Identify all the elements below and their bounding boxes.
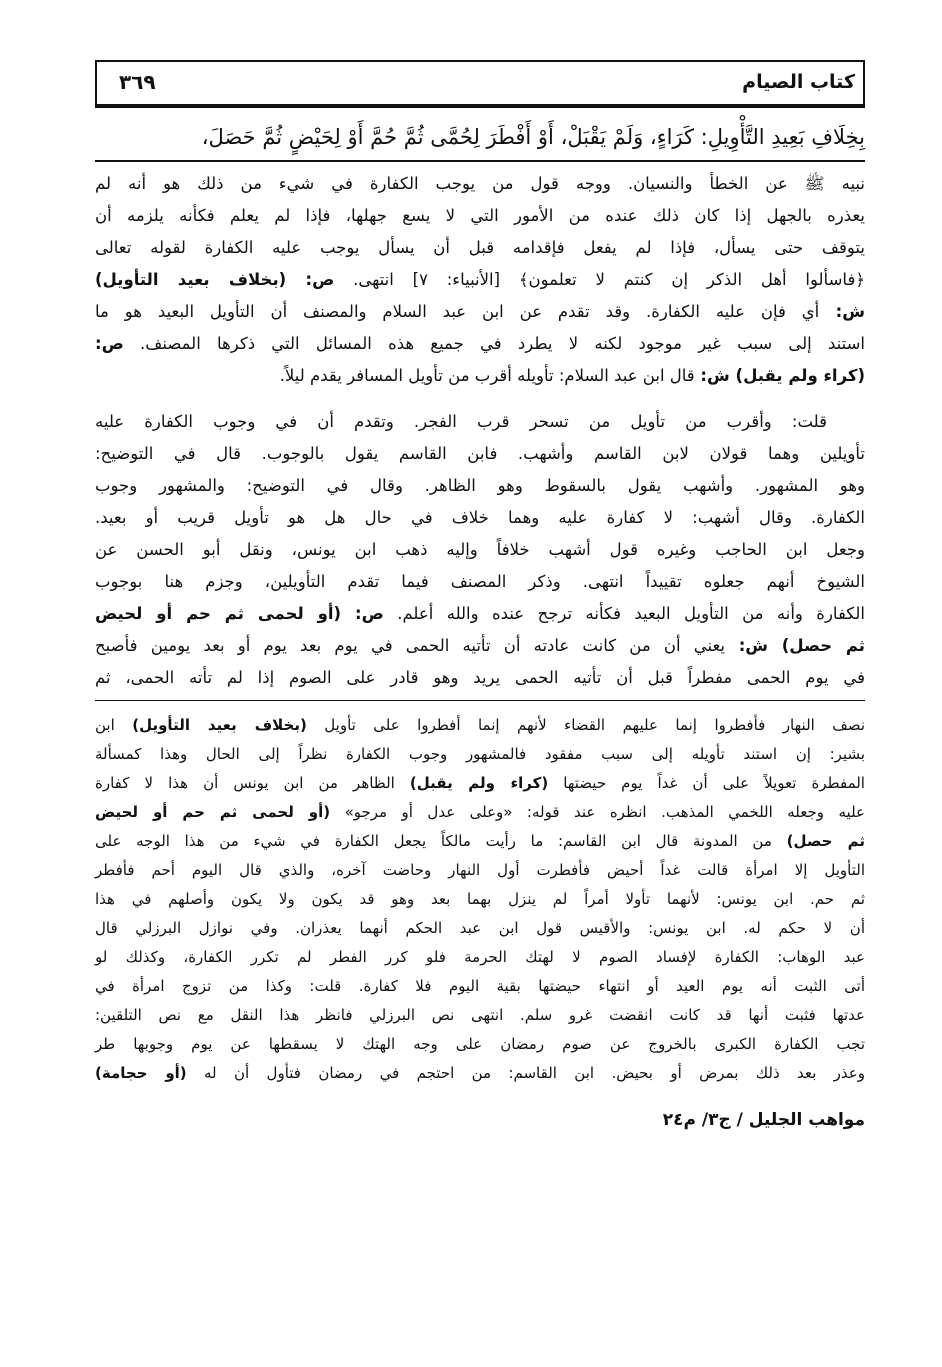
text-segment: يعني أن من كانت عادته أن تأتيه الحمى في يوم بعد يوم أو بعد يومين فأصبح [95, 636, 726, 655]
text-line [95, 798, 865, 827]
text-segment: عليه وجعله اللخمي المذهب. انظره عند قوله: «وعلى عدل أو مرجو» [330, 803, 865, 821]
text-segment: الكفارة. وقال أشهب: لا كفارة عليه وهما خلاف في حال هل هو تأويل قريب أو بعيد. [95, 508, 865, 527]
text-line [95, 914, 865, 943]
chapter-title: كتاب الصيام [742, 71, 855, 93]
text-line [95, 1001, 865, 1030]
text-segment: تجب الكفارة الكبرى بالخروج عن صوم رمضان على وجه الهتك لا يسقطها عن يوم وجوبها طر [95, 1035, 865, 1053]
text-line [95, 662, 865, 694]
bold-quote: (أو حجامة) [95, 1064, 187, 1082]
bold-quote: (أو لحمى ثم حم أو لحيض [95, 803, 331, 821]
text-line [95, 534, 865, 566]
text-line [95, 711, 865, 740]
bold-quote: ص: (أو لحمى ثم حم أو لحيض [95, 604, 384, 623]
text-segment: عبد الوهاب: الكفارة لإفساد الصوم لا لهتك الحرمة فلو كرر الفطر لم تكرر الكفارة، وكذلك لو [95, 948, 865, 966]
text-segment: بشير: إن استند تأويله إلى سبب مفقود فالمشهور وجوب الكفارة نظراً إلى الحال وهذا كمسألة [95, 745, 865, 763]
text-segment: وعذر بعد ذلك بمرض أو بحيض. ابن القاسم: من احتجم في رمضان فتأول أن له [186, 1064, 865, 1082]
text-segment: وجعل ابن الحاجب وغيره قول أشهب خلافاً وإليه ذهب ابن يونس، ونقل أبو الحسن عن [95, 540, 865, 559]
bold-quote: (كراء ولم يقبل) ش: [694, 366, 865, 385]
text-line [95, 972, 865, 1001]
matn-divider [95, 160, 865, 162]
text-segment: ابن [95, 716, 133, 734]
text-segment: ﴿فاسألوا أهل الذكر إن كنتم لا تعلمون﴾ [الأنبياء: ٧] انتهى. [334, 270, 865, 289]
text-segment: نصف النهار فأفطروا إنما عليهم القضاء لأنهم إنما أفطروا على تأويل [306, 716, 865, 734]
text-line [95, 856, 865, 885]
text-segment: أتى الثبت أنه يوم العيد أو انتهاء حيضتها بقية اليوم فلا كفارة. قلت: وكذا من تزوج امرأة في [95, 977, 865, 995]
bold-quote: ش: [819, 302, 865, 321]
text-line [95, 296, 865, 328]
text-segment: قال ابن عبد السلام: تأويله أقرب من تأويل المسافر يقدم ليلاً. [279, 366, 695, 385]
text-segment: أن لا حكم له. ابن يونس: والأقيس قول ابن عبد الحكم أنهما يعذران. وفي نوازل البرزلي قال [95, 919, 865, 937]
commentary-paragraph-1 [95, 168, 865, 392]
text-line [95, 943, 865, 972]
text-segment: الظاهر من ابن يونس أن هذا لا كفارة [95, 774, 410, 792]
text-segment: وهو المشهور. وأشهب يقول بالسقوط وهو الظاهر. وقال في التوضيح: والمشهور وجوب [95, 476, 865, 495]
text-line [95, 470, 865, 502]
text-segment: يتوقف حتى يسأل، فإذا لم يفعل فإقدامه قبل أن يسأل يوجب عليه الكفارة لقوله تعالى [95, 238, 865, 257]
text-line [95, 566, 865, 598]
text-segment: أي فإن عليه الكفارة. وقد تقدم عن ابن عبد السلام والمصنف أن التأويل البعيد هو ما [95, 302, 820, 321]
text-segment: الشيوخ أنهم جعلوه تقييداً انتهى. وذكر المصنف فيما تقدم التأويلين، وجزم هنا بوجوب [95, 572, 865, 591]
text-line [95, 232, 865, 264]
text-line [95, 1059, 865, 1088]
text-line [95, 630, 865, 662]
text-segment: عدتها فثبت أنها قد كانت انقضت غرو سلم. انتهى نص البرزلي فانظر هذا النقل مع نص التلقين: [95, 1006, 865, 1024]
text-segment: من المدونة قال ابن القاسم: ما رأيت مالكاً يجعل الكفارة في شيء من هذا الوجه على [95, 832, 787, 850]
text-segment: تأويلين وهما قولان لابن القاسم وأشهب. فابن القاسم يقول بالوجوب. قال في التوضيح: [95, 444, 865, 463]
text-segment: التأويل إلا امرأة قالت غداً أحيض فأفطرت أول النهار وحاضت آخره، والذي قال اليوم أحم فأفطر [95, 861, 865, 879]
text-line [95, 264, 865, 296]
footnote-divider [95, 700, 865, 701]
bold-quote: ص: (بخلاف بعيد التأويل) [95, 270, 335, 289]
text-line [95, 168, 865, 200]
commentary-paragraph-2 [95, 406, 865, 694]
matn-line: بِخِلَافِ بَعِيدِ التَّأْوِيلِ: كَرَاءٍ، وَلَمْ يَقْبَلْ، أَوْ أَفْطَرَ لِحُمَّى ثُمَّ حُمَّ أَوْ لِحَيْضٍ ثُمَّ حَصَلَ، [201, 125, 865, 149]
running-header [95, 60, 865, 106]
text-segment: نبيه ﷺ عن الخطأ والنسيان. ووجه قول من يوجب الكفارة في شيء من ذلك هو أنه لم [95, 174, 865, 193]
book-page [95, 60, 865, 1130]
page-number: ٣٦٩ [119, 70, 156, 94]
text-segment: الكفارة وأنه من التأويل البعيد فكأنه ترجح عنده والله أعلم. [383, 604, 866, 623]
text-segment: استند إلى سبب غير موجود لكنه لا يطرد في جميع هذه المسائل التي ذكرها المصنف. [123, 334, 865, 353]
bold-quote: (كراء ولم يقبل) [409, 774, 549, 792]
text-segment: ثم حم. ابن يونس: لأنهما تأولا أمراً لم ينزل بهما بعد وهو قد يكون ولا يكون وأصلهم في هذا [95, 890, 865, 908]
footer-signature: مواهب الجليل / ج٣/ م٢٤ [662, 1110, 865, 1130]
text-line [95, 328, 865, 360]
bold-quote: (بخلاف بعيد التأويل) [132, 716, 307, 734]
text-line [95, 1030, 865, 1059]
text-line [95, 502, 865, 534]
text-line [95, 406, 865, 438]
text-line [95, 769, 865, 798]
bold-quote: ص: [95, 334, 124, 353]
text-line [95, 885, 865, 914]
text-line [95, 200, 865, 232]
text-segment: يعذره بالجهل إذا كان ذلك عنده من الأمور التي لا يسع جهلها، فإذا لم يعلم فكأنه يلزمه أن [95, 206, 865, 225]
footnote-block [95, 711, 865, 1088]
text-segment: في يوم الحمى مفطراً قبل أن تأتيه الحمى يريد وهو قادر على الصوم إذا لم تأته الحمى، ثم [95, 668, 865, 687]
text-line [95, 740, 865, 769]
text-line [95, 827, 865, 856]
text-segment: المفطرة تعويلاً على أن غداً يوم حيضتها [548, 774, 865, 792]
text-line [95, 438, 865, 470]
bold-quote: ثم حصل) ش: [725, 636, 865, 655]
text-line [95, 598, 865, 630]
text-line [95, 360, 865, 392]
text-segment: قلت: وأقرب من تأويل من تسحر قرب الفجر. وتقدم أن في وجوب الكفارة عليه [95, 412, 827, 431]
bold-quote: ثم حصل) [786, 832, 866, 850]
